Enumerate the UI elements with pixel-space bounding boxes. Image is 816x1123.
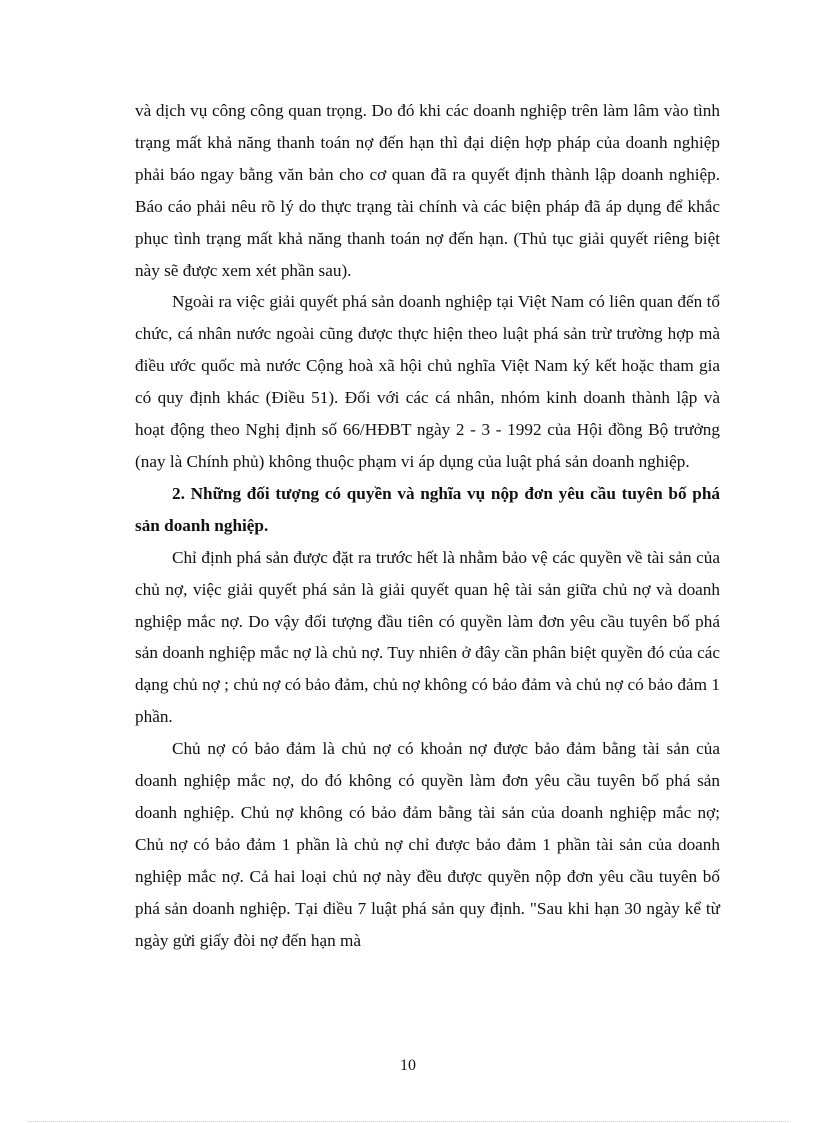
paragraph-foreign-scope: Ngoài ra việc giải quyết phá sản doanh nghiệp tại Việt Nam có liên quan đến tổ chức, cá nhân nước ngoài cũng được thực hiện theo luật phá sản trừ trường hợp mà điều ước quốc mà nước Cộng hoà xã hội chủ nghĩa Việt Nam ký kết hoặc tham gia có quy định khác (Điều 51). Đối với các cá nhân, nhóm kinh doanh thành lập và hoạt động theo Nghị định số 66/HĐBT ngày 2 - 3 - 1992 của Hội đồng Bộ trưởng (nay là Chính phủ) không thuộc phạm vi áp dụng của luật phá sản doanh nghiệp. <box>135 292 720 471</box>
page-number: 10 <box>400 1057 416 1074</box>
paragraph-secured-creditors: Chủ nợ có bảo đảm là chủ nợ có khoản nợ được bảo đảm bằng tài sản của doanh nghiệp mắc nợ, do đó không có quyền làm đơn yêu cầu tuyên bố phá sản doanh nghiệp. Chủ nợ không có bảo đảm bằng tài sản của doanh nghiệp mắc nợ; Chủ nợ có bảo đảm 1 phần là chủ nợ chỉ được bảo đảm 1 phần tài sản của doanh nghiệp mắc nợ. Cả hai loại chủ nợ này đều được quyền nộp đơn yêu cầu tuyên bố phá sản doanh nghiệp. Tại điều 7 luật phá sản quy định. "Sau khi hạn 30 ngày kể từ ngày gửi giấy đòi nợ đến hạn mà <box>135 739 720 950</box>
page-bottom-divider <box>28 1121 788 1122</box>
document-page <box>135 95 720 956</box>
section-heading: 2. Những đối tượng có quyền và nghĩa vụ nộp đơn yêu cầu tuyên bố phá sản doanh nghiệp. <box>135 483 720 535</box>
paragraph-continuation: và dịch vụ công công quan trọng. Do đó khi các doanh nghiệp trên làm lâm vào tình trạng mất khả năng thanh toán nợ đến hạn thì đại diện hợp pháp của doanh nghiệp phải báo ngay bằng văn bản cho cơ quan đã ra quyết định thành lập doanh nghiệp. Báo cáo phải nêu rõ lý do thực trạng tài chính và các biện pháp đã áp dụng để khắc phục tình trạng mất khả năng thanh toán nợ đến hạn. (Thủ tục giải quyết riêng biệt này sẽ được xem xét phần sau). <box>135 101 720 280</box>
paragraph-creditor-rights: Chỉ định phá sản được đặt ra trước hết là nhằm bảo vệ các quyền về tài sản của chủ nợ, việc giải quyết phá sản là giải quyết quan hệ tài sản giữa chủ nợ và doanh nghiệp mắc nợ. Do vậy đối tượng đầu tiên có quyền làm đơn yêu cầu tuyên bố phá sản doanh nghiệp mắc nợ là chủ nợ. Tuy nhiên ở đây cần phân biệt quyền đó của các dạng chủ nợ ; chủ nợ có bảo đảm, chủ nợ không có bảo đảm và chủ nợ có bảo đảm 1 phần. <box>135 547 720 727</box>
